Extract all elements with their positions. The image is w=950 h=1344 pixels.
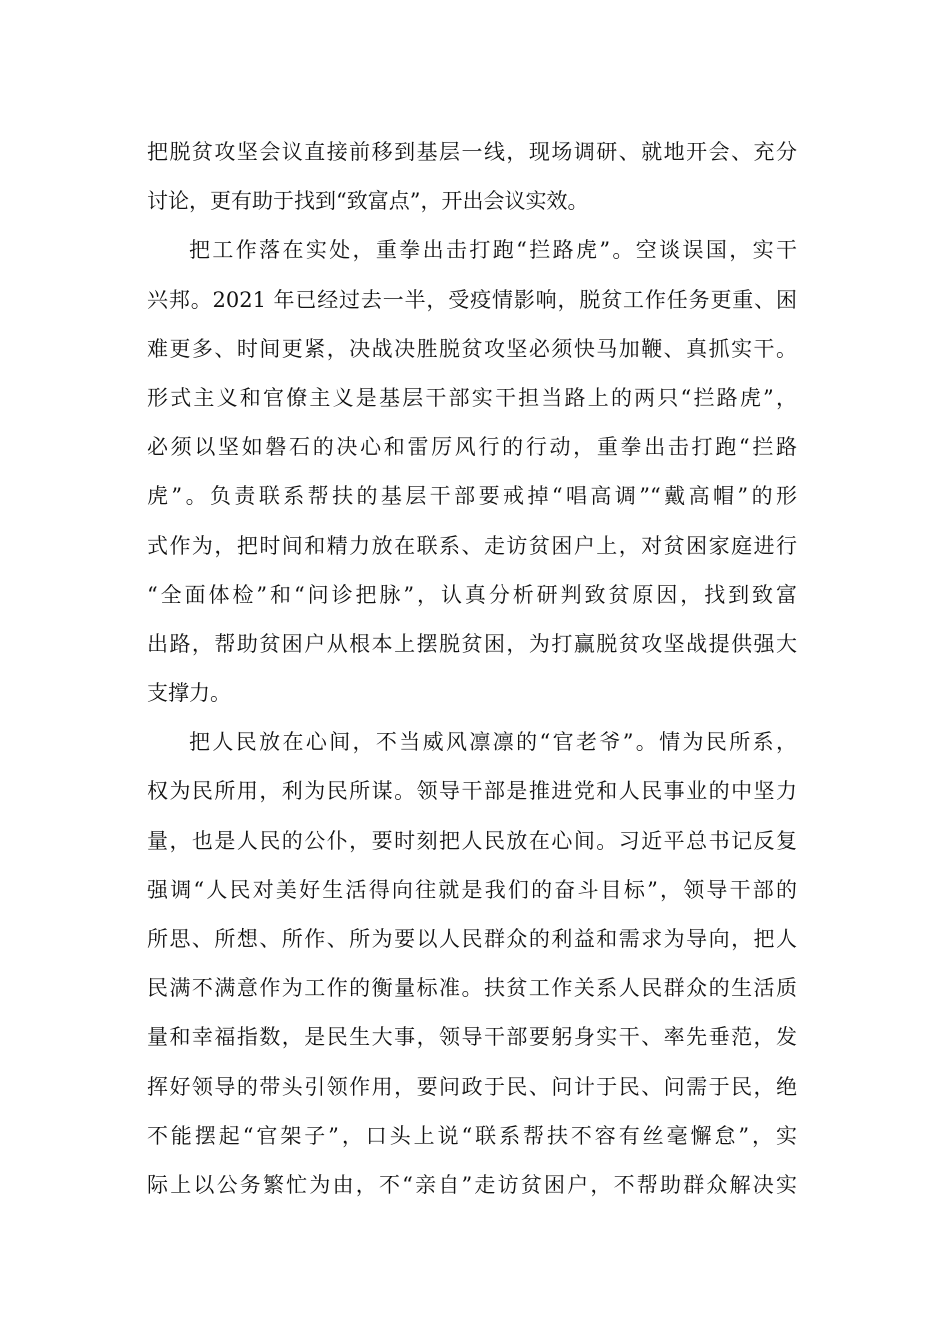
text-line: 必须以坚如磐石的决心和雷厉风行的行动，重拳出击打跑“拦路 [147,435,797,460]
text-line: 所思、所想、所作、所为要以人民群众的利益和需求为导向，把人 [147,927,797,951]
text-line: 不能摆起“官架子”，口头上说“联系帮扶不容有丝毫懈怠”，实 [147,1123,797,1148]
text-line: 挥好领导的带头引领作用，要问政于民、问计于民、问需于民，绝 [147,1074,797,1099]
text-line: 讨论，更有助于找到“致富点”，开出会议实效。 [147,189,589,214]
text-line: 际上以公务繁忙为由，不“亲自”走访贫困户，不帮助群众解决实 [147,1172,797,1197]
text-line: 权为民所用，利为民所谋。领导干部是推进党和人民事业的中坚力 [147,779,797,804]
text-line: 把人民放在心间，不当威风凛凛的“官老爷”。情为民所系， [189,730,797,755]
text-line: 形式主义和官僚主义是基层干部实干担当路上的两只“拦路虎”， [147,385,797,410]
text-line: 把脱贫攻坚会议直接前移到基层一线，现场调研、就地开会、充分 [147,140,797,164]
text-line: 难更多、时间更紧，决战决胜脱贫攻坚必须快马加鞭、真抓实干。 [147,336,797,361]
paragraph-2 [147,226,797,718]
paragraph-1 [147,128,797,226]
text-line: 支撑力。 [147,681,231,706]
text-line: 式作为，把时间和精力放在联系、走访贫困户上，对贫困家庭进行 [147,533,797,558]
text-line: 把工作落在实处，重拳出击打跑“拦路虎”。空谈误国，实干 [189,238,797,263]
text-line: “全面体检”和“问诊把脉”，认真分析研判致贫原因，找到致富 [147,582,797,607]
text-line: 虎”。负责联系帮扶的基层干部要戒掉“唱高调”“戴高帽”的形 [147,484,797,509]
paragraph-3 [147,718,797,1210]
text-line: 量，也是人民的公仆，要时刻把人民放在心间。习近平总书记反复 [147,828,797,853]
text-line: 出路，帮助贫困户从根本上摆脱贫困，为打赢脱贫攻坚战提供强大 [147,631,797,656]
document-body [147,128,797,1210]
text-line: 兴邦。2021 年已经过去一半，受疫情影响，脱贫工作任务更重、困 [147,287,797,312]
text-line: 强调“人民对美好生活得向往就是我们的奋斗目标”，领导干部的 [147,877,797,902]
text-line: 量和幸福指数，是民生大事，领导干部要躬身实干、率先垂范，发 [147,1025,797,1050]
text-line: 民满不满意作为工作的衡量标准。扶贫工作关系人民群众的生活质 [147,976,797,1001]
